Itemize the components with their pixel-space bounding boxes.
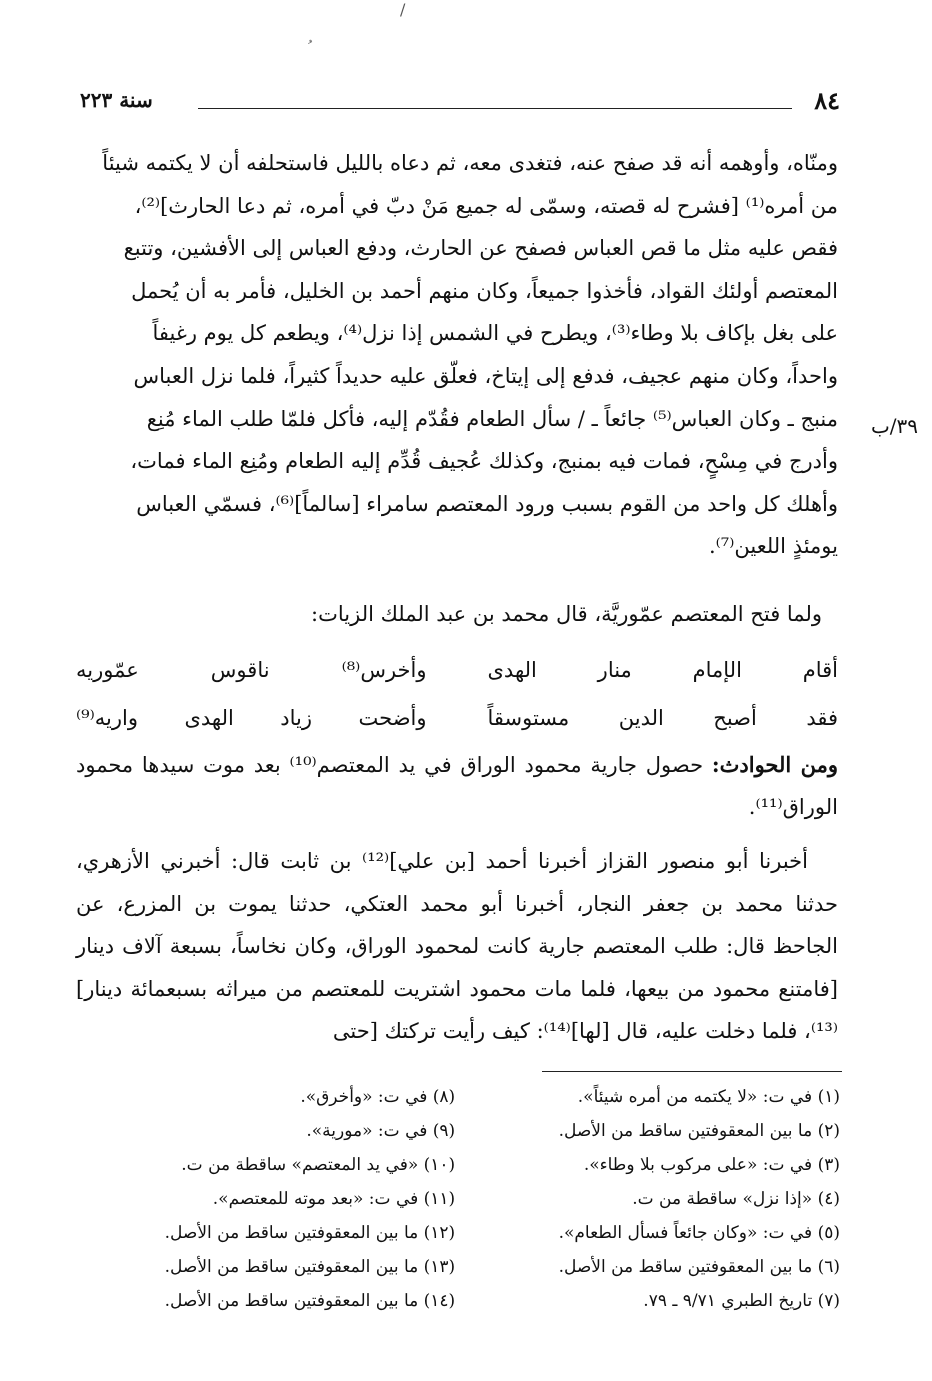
footnote: (١٢) ما بين المعقوفتين ساقط من الأصل. bbox=[164, 1223, 456, 1243]
text-line: يومئذٍ اللعين⁽⁷⁾. bbox=[708, 534, 838, 559]
page-header bbox=[80, 84, 840, 120]
text-line: فقص عليه مثل ما قص العباس فصفح عن الحارث، ودفع العباس إلى الأفشين، وتتبع bbox=[123, 236, 838, 261]
poem-hemistich-second: وأضحت زياد الهدى واريه⁽⁹⁾ bbox=[76, 706, 427, 730]
text-line: واحداً، وكان منهم عجيف، فدفع إلى إيتاخ، فعلّق عليه حديداً كثيراً، فلما نزل العباس bbox=[133, 363, 838, 388]
events-label: ومن الحوادث: bbox=[711, 752, 838, 777]
footnotes-column-left bbox=[100, 1080, 455, 1318]
text-line: منبج ـ وكان العباس⁽⁵⁾ جائعاً ـ / سأل الطعام فقُدّم إليه، فأكل فلمّا طلب الماء مُنِع bbox=[146, 406, 838, 431]
poem-intro: ولما فتح المعتصم عمّوريَّة، قال محمد بن عبد الملك الزيات: bbox=[311, 602, 822, 626]
footnote: (١٣) ما بين المعقوفتين ساقط من الأصل. bbox=[164, 1257, 456, 1277]
events-paragraph bbox=[76, 744, 838, 828]
footnote: (٦) ما بين المعقوفتين ساقط من الأصل. bbox=[558, 1257, 840, 1277]
scan-mark: ﹸ bbox=[308, 40, 313, 56]
footnote: (٨) في ت: «وأخرق». bbox=[300, 1087, 456, 1107]
narration-text: أخبرنا أبو منصور القزاز أخبرنا أحمد [بن علي]⁽¹²⁾ بن ثابت قال: أخبرني الأزهري، حدثنا محمد بن جعفر النجار، أخبرنا أبو محمد العتكي، حدثنا يموت بن المزرع، عن الجاحظ قال: طلب المعتصم جارية كانت لمحمود الوراق، وكان نخاساً، بسبعة آلاف دينار [فامتنع محمود من بيعها، فلما مات محمود اشتريت للمعتصم من ميراثه بسبعمائة دينار]⁽¹³⁾، فلما دخلت عليه، قال [لها]⁽¹⁴⁾: كيف رأيت تركتك [حتى bbox=[76, 849, 838, 1044]
footnote-rule bbox=[542, 1071, 842, 1072]
footnote: (٥) في ت: «وكان جائعاً فسأل الطعام». bbox=[558, 1223, 840, 1243]
text-line: وأهلك كل واحد من القوم بسبب ورود المعتصم سامراء [سالماً]⁽⁶⁾، فسمّي العباس bbox=[136, 491, 838, 516]
footnotes-column-right bbox=[485, 1080, 840, 1318]
footnote: (٩) في ت: «مورية». bbox=[306, 1121, 456, 1141]
poem-verse bbox=[76, 694, 838, 742]
folio-margin-note: ٣٩/ب bbox=[870, 414, 918, 438]
poem bbox=[76, 646, 838, 742]
text-line: من أمره⁽¹⁾ [فشرح له قصته، وسمّى له جميع مَنْ دبّ في أمره، ثم دعا الحارث]⁽²⁾، bbox=[134, 193, 838, 218]
footnote: (١٤) ما بين المعقوفتين ساقط من الأصل. bbox=[164, 1291, 456, 1311]
poem-hemistich-second: وأخرس⁽⁸⁾ ناقوس عمّوريه bbox=[76, 658, 427, 682]
text-line: المعتصم أولئك القواد، فأخذوا جميعاً، وكان منهم أحمد بن الخليل، فأمر به أن يُحمل bbox=[131, 278, 838, 303]
footnote: (١١) في ت: «بعد موته للمعتصم». bbox=[212, 1189, 456, 1209]
footnote: (١) في ت: «لا يكتمه من أمره شيئاً». bbox=[577, 1087, 840, 1107]
poem-hemistich-first: فقد أصبح الدين مستوسقاً bbox=[487, 706, 838, 730]
footnote: (٧) تاريخ الطبري ٩/٧١ ـ ٧٩. bbox=[643, 1291, 840, 1311]
footnote: (٤) «إذا نزل» ساقطة من ت. bbox=[632, 1189, 840, 1209]
text-line: وأدرج في مِسْحٍ، فمات فيه بمنبج، وكذلك عُجيف قُدِّم إليه الطعام ومُنِع الماء فمات، bbox=[130, 449, 838, 474]
footnote: (٣) في ت: «على مركوب بلا وطاء». bbox=[583, 1155, 840, 1175]
text-line: ومنّاه، وأوهمه أنه قد صفح عنه، فتغدى معه، ثم دعاه بالليل فاستحلفه أن لا يكتمه شيئاً bbox=[102, 151, 838, 175]
page-number: ٨٤ bbox=[814, 86, 840, 115]
scan-mark: / bbox=[400, 0, 406, 19]
main-text bbox=[76, 142, 838, 568]
poem-hemistich-first: أقام الإمام منار الهدى bbox=[487, 658, 838, 682]
footnote: (١٠) «في يد المعتصم» ساقطة من ت. bbox=[181, 1155, 456, 1175]
running-head-year: سنة ٢٢٣ bbox=[80, 88, 153, 112]
poem-verse bbox=[76, 646, 838, 694]
text-line: على بغل بإكاف بلا وطاء⁽³⁾، ويطرح في الشمس إذا نزل⁽⁴⁾، ويطعم كل يوم رغيفاً bbox=[152, 321, 838, 346]
footnotes bbox=[100, 1080, 840, 1318]
footnote: (٢) ما بين المعقوفتين ساقط من الأصل. bbox=[558, 1121, 840, 1141]
narration-paragraph bbox=[76, 840, 838, 1053]
events-text: حصول جارية محمود الوراق في يد المعتصم⁽¹⁰⁾ بعد موت سيدها محمود الوراق⁽¹¹⁾. bbox=[76, 753, 838, 819]
header-rule bbox=[198, 108, 792, 109]
